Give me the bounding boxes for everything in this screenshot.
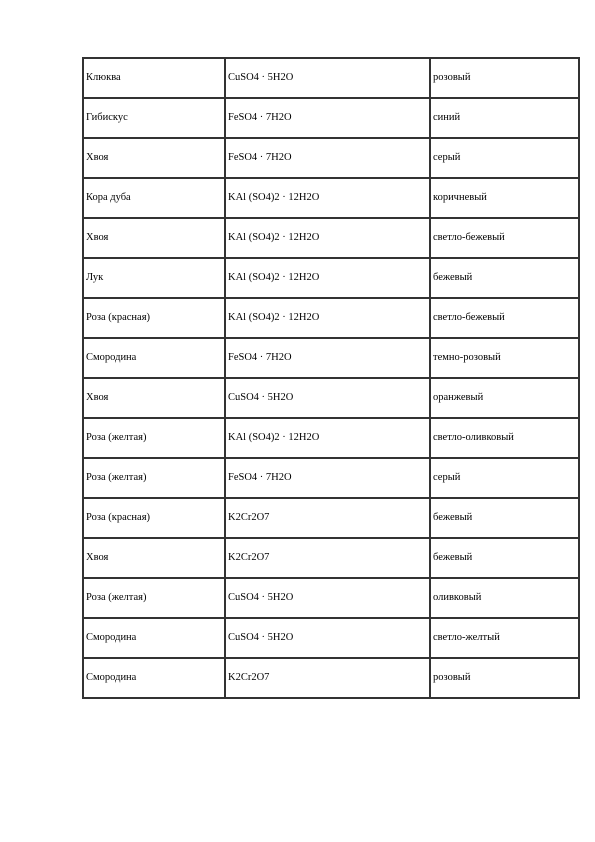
plant-cell: Лук (83, 258, 225, 298)
color-cell: бежевый (430, 538, 579, 578)
mordant-cell: KAl (SO4)2 · 12H2O (225, 218, 430, 258)
mordant-cell: CuSO4 · 5H2O (225, 378, 430, 418)
table-row (83, 98, 579, 138)
mordant-cell: KAl (SO4)2 · 12H2O (225, 298, 430, 338)
color-cell: бежевый (430, 258, 579, 298)
plant-cell: Смородина (83, 658, 225, 698)
table-row (83, 498, 579, 538)
color-cell: оранжевый (430, 378, 579, 418)
table-row (83, 138, 579, 178)
plant-cell: Роза (желтая) (83, 418, 225, 458)
color-cell: светло-желтый (430, 618, 579, 658)
mordant-cell: KAl (SO4)2 · 12H2O (225, 178, 430, 218)
table-body (83, 58, 579, 698)
color-cell: розовый (430, 58, 579, 98)
mordant-cell: FeSO4 · 7H2O (225, 138, 430, 178)
plant-cell: Хвоя (83, 138, 225, 178)
table-row (83, 338, 579, 378)
color-cell: серый (430, 138, 579, 178)
table-row (83, 418, 579, 458)
color-cell: светло-оливковый (430, 418, 579, 458)
color-cell: розовый (430, 658, 579, 698)
plant-cell: Кора дуба (83, 178, 225, 218)
mordant-cell: K2Cr2O7 (225, 498, 430, 538)
color-cell: синий (430, 98, 579, 138)
table-row (83, 298, 579, 338)
table-row (83, 218, 579, 258)
color-cell: темно-розовый (430, 338, 579, 378)
mordant-cell: K2Cr2O7 (225, 658, 430, 698)
dye-results-table (82, 57, 580, 699)
plant-cell: Клюква (83, 58, 225, 98)
mordant-cell: CuSO4 · 5H2O (225, 578, 430, 618)
table-row (83, 578, 579, 618)
table-row (83, 378, 579, 418)
table-row (83, 618, 579, 658)
mordant-cell: FeSO4 · 7H2O (225, 98, 430, 138)
mordant-cell: KAl (SO4)2 · 12H2O (225, 258, 430, 298)
table-row (83, 178, 579, 218)
mordant-cell: FeSO4 · 7H2O (225, 338, 430, 378)
plant-cell: Хвоя (83, 538, 225, 578)
table-row (83, 458, 579, 498)
color-cell: коричневый (430, 178, 579, 218)
mordant-cell: K2Cr2O7 (225, 538, 430, 578)
mordant-cell: KAl (SO4)2 · 12H2O (225, 418, 430, 458)
table-row (83, 538, 579, 578)
color-cell: бежевый (430, 498, 579, 538)
mordant-cell: CuSO4 · 5H2O (225, 58, 430, 98)
table-row (83, 58, 579, 98)
color-cell: светло-бежевый (430, 298, 579, 338)
mordant-cell: CuSO4 · 5H2O (225, 618, 430, 658)
plant-cell: Смородина (83, 618, 225, 658)
color-cell: серый (430, 458, 579, 498)
table-row (83, 258, 579, 298)
plant-cell: Хвоя (83, 218, 225, 258)
plant-cell: Смородина (83, 338, 225, 378)
plant-cell: Роза (красная) (83, 498, 225, 538)
plant-cell: Роза (красная) (83, 298, 225, 338)
plant-cell: Гибискус (83, 98, 225, 138)
plant-cell: Роза (желтая) (83, 578, 225, 618)
color-cell: светло-бежевый (430, 218, 579, 258)
table-row (83, 658, 579, 698)
plant-cell: Хвоя (83, 378, 225, 418)
plant-cell: Роза (желтая) (83, 458, 225, 498)
color-cell: оливковый (430, 578, 579, 618)
mordant-cell: FeSO4 · 7H2O (225, 458, 430, 498)
